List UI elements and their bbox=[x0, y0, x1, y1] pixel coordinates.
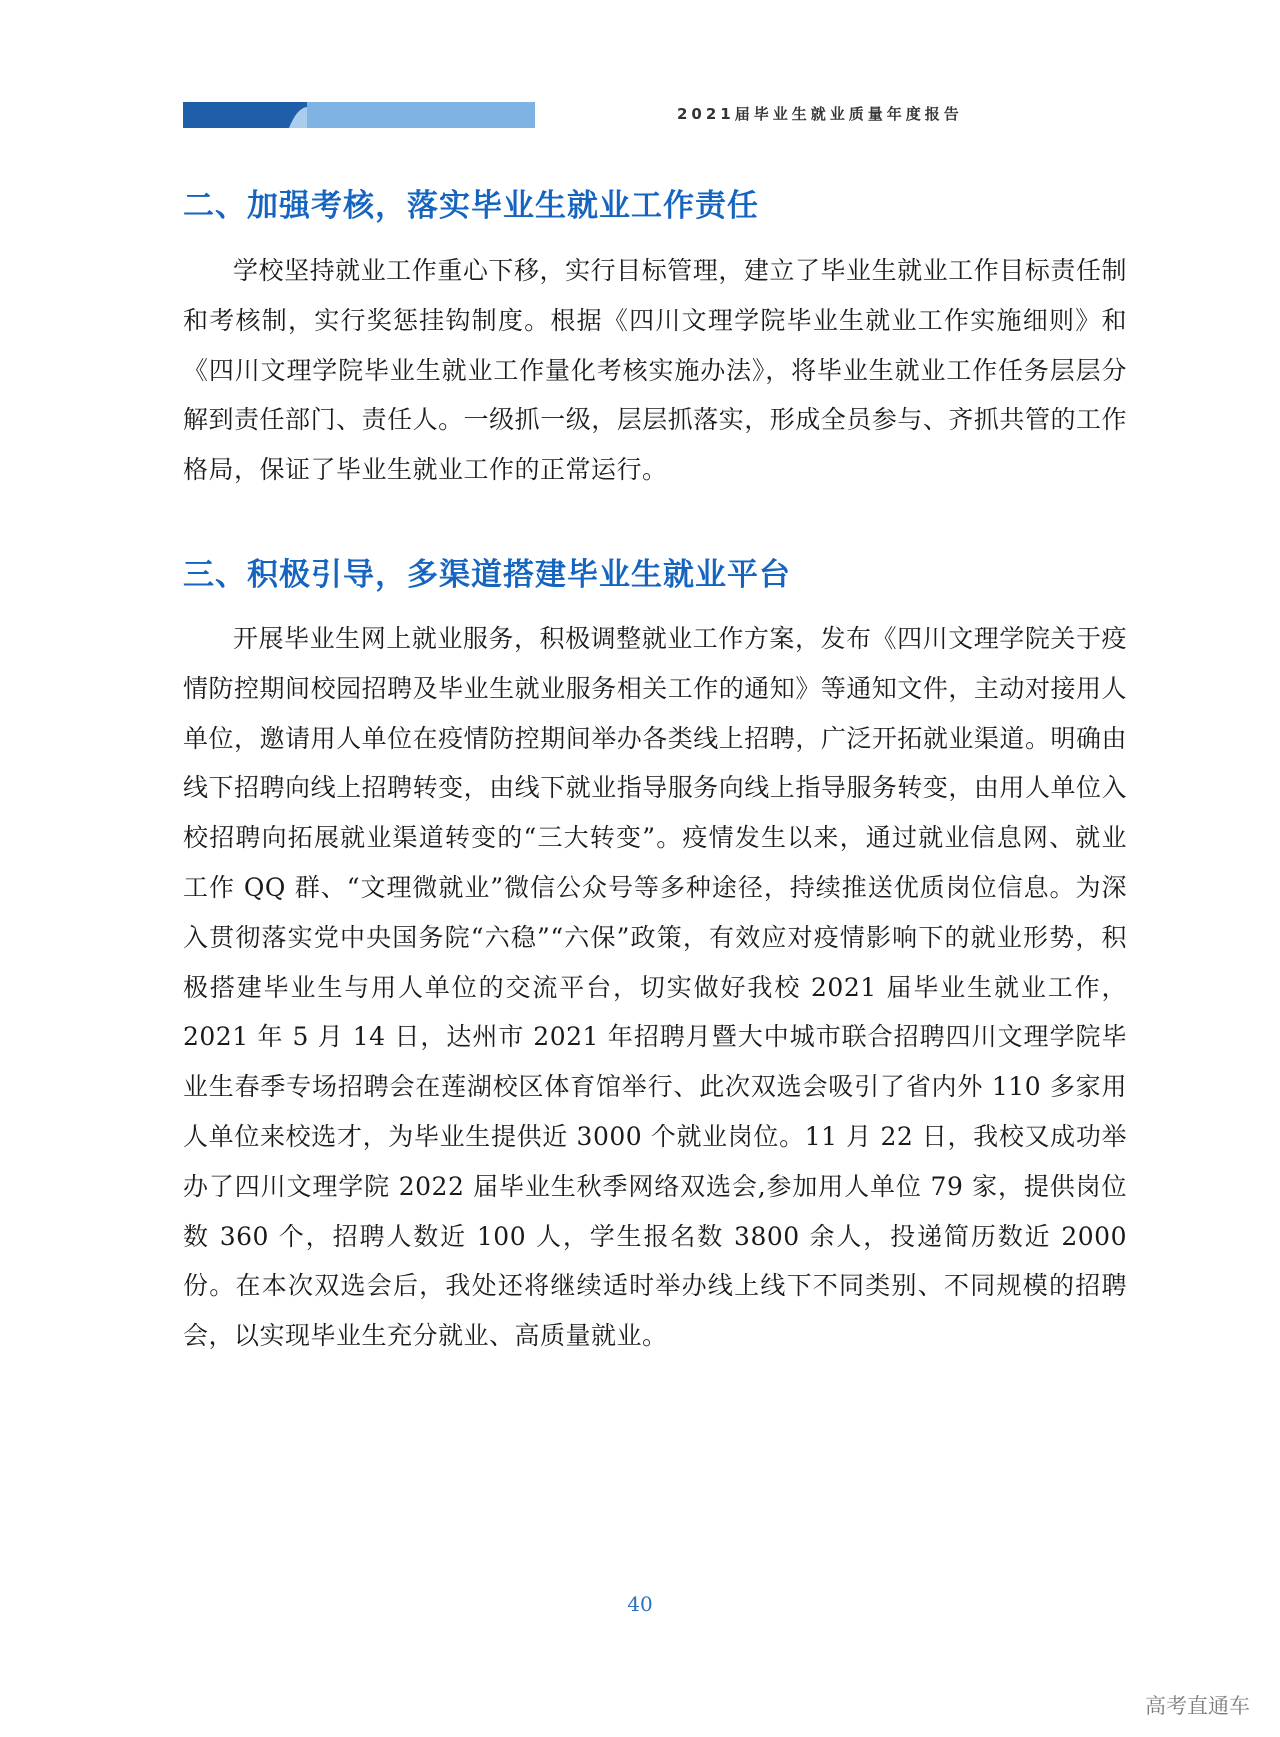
header-band-light-segment bbox=[307, 102, 535, 128]
section-heading-assessment: 二、加强考核，落实毕业生就业工作责任 bbox=[183, 188, 759, 224]
watermark-text: 高考直通车 bbox=[1145, 1694, 1250, 1718]
section-paragraph-platform: 开展毕业生网上就业服务，积极调整就业工作方案，发布《四川文理学院关于疫情防控期间校园招聘及毕业生就业服务相关工作的通知》等通知文件，主动对接用人单位，邀请用人单位在疫情防控期间举办各类线上招聘，广泛开拓就业渠道。明确由线下招聘向线上招聘转变，由线下就业指导服务向线上指导服务转变，由用人单位入校招聘向拓展就业渠道转变的“三大转变”。疫情发生以来，通过就业信息网、就业工作 QQ 群、“文理微就业”微信公众号等多种途径，持续推送优质岗位信息。为深入贯彻落实党中央国务院“六稳”“六保”政策，有效应对疫情影响下的就业形势，积极搭建毕业生与用人单位的交流平台，切实做好我校 2021 届毕业生就业工作，2021 年 5 月 14 日，达州市 2021 年招聘月暨大中城市联合招聘四川文理学院毕业生春季专场招聘会在莲湖校区体育馆举行、此次双选会吸引了省内外 110 多家用人单位来校选才，为毕业生提供近 3000 个就业岗位。11 月 22 日，我校又成功举办了四川文理学院 2022 届毕业生秋季网络双选会,参加用人单位 79 家，提供岗位数 360 个，招聘人数近 100 人，学生报名数 3800 余人，投递简历数近 2000 份。在本次双选会后，我处还将继续适时举办线上线下不同类别、不同规模的招聘会，以实现毕业生充分就业、高质量就业。 bbox=[183, 624, 1127, 1351]
header-band-dark-segment bbox=[183, 102, 267, 128]
section-heading-platform: 三、积极引导，多渠道搭建毕业生就业平台 bbox=[183, 557, 791, 593]
report-header-title: 2021届毕业生就业质量年度报告 bbox=[677, 105, 963, 123]
header-decorative-band bbox=[183, 102, 535, 128]
page-number: 40 bbox=[627, 1592, 653, 1616]
section-paragraph-assessment: 学校坚持就业工作重心下移，实行目标管理，建立了毕业生就业工作目标责任制和考核制，实行奖惩挂钩制度。根据《四川文理学院毕业生就业工作实施细则》和《四川文理学院毕业生就业工作量化考核实施办法》，将毕业生就业工作任务层层分解到责任部门、责任人。一级抓一级，层层抓落实，形成全员参与、齐抓共管的工作格局，保证了毕业生就业工作的正常运行。 bbox=[183, 256, 1127, 485]
header-band-notch bbox=[267, 102, 307, 128]
